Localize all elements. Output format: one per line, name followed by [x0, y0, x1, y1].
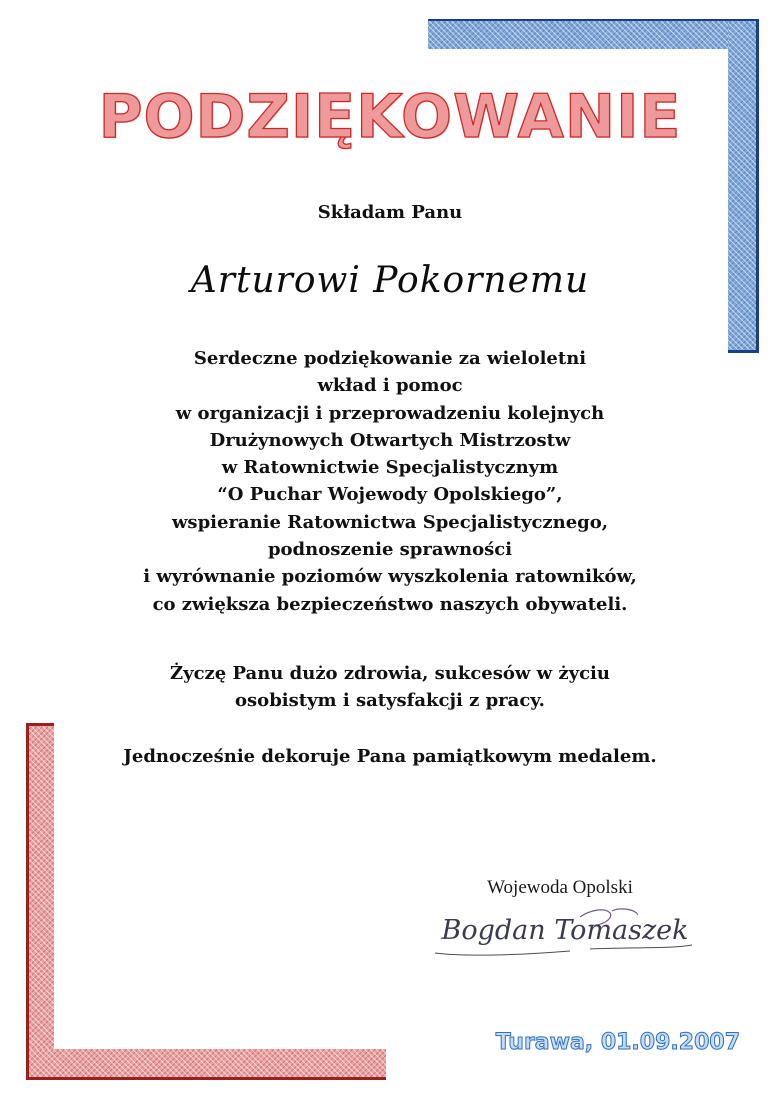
medal-text-block: [40, 743, 740, 770]
wishes-text-line: osobistym i satysfakcji z pracy.: [235, 690, 545, 712]
red-corner-frame-left: [26, 723, 54, 1078]
salutation: Składam Panu: [317, 202, 463, 223]
blue-corner-frame-right: [728, 19, 758, 352]
main-text-line: i wyrównanie poziomów wyszkolenia ratowników,: [143, 566, 637, 588]
blue-corner-frame-top: [428, 19, 758, 49]
main-text-line: wkład i pomoc: [317, 375, 463, 397]
main-text-line: w organizacji i przeprowadzeniu kolejnych: [175, 402, 605, 424]
signature: Bogdan Tomaszek: [441, 915, 689, 946]
main-text-line: Serdeczne podziękowanie za wieloletni: [193, 348, 587, 369]
red-frame-edge-bottom: [26, 1077, 386, 1080]
blue-frame-edge-top: [428, 19, 758, 21]
medal-text-line: Jednocześnie dekoruje Pana pamiątkowym medalem.: [123, 746, 657, 767]
wishes-text-line: Życzę Panu dużo zdrowia, sukcesów w życiu: [170, 663, 610, 684]
place-date: Turawa, 01.09.2007: [495, 1030, 740, 1055]
red-corner-frame-bottom: [26, 1049, 386, 1079]
red-frame-edge-top: [26, 723, 54, 726]
document-title: PODZIĘKOWANIE: [98, 82, 682, 152]
main-text-line: Drużynowych Otwartych Mistrzostw: [209, 429, 571, 451]
wishes-text-block: [40, 660, 740, 715]
main-text-line: wspieranie Ratownictwa Specjalistycznego,: [171, 511, 609, 533]
main-text-line: “O Puchar Wojewody Opolskiego”,: [217, 484, 563, 506]
blue-frame-edge-right: [756, 19, 759, 352]
main-text-block: [40, 345, 740, 618]
main-text-line: podnoszenie sprawności: [267, 539, 513, 561]
signer-title: Wojewoda Opolski: [487, 877, 633, 898]
main-text-line: co zwiększa bezpieczeństwo naszych obywateli.: [152, 593, 628, 615]
main-text-line: w Ratownictwie Specjalistycznym: [221, 457, 559, 479]
recipient-name: Arturowi Pokornemu: [190, 260, 590, 301]
red-frame-edge-left: [26, 723, 29, 1079]
